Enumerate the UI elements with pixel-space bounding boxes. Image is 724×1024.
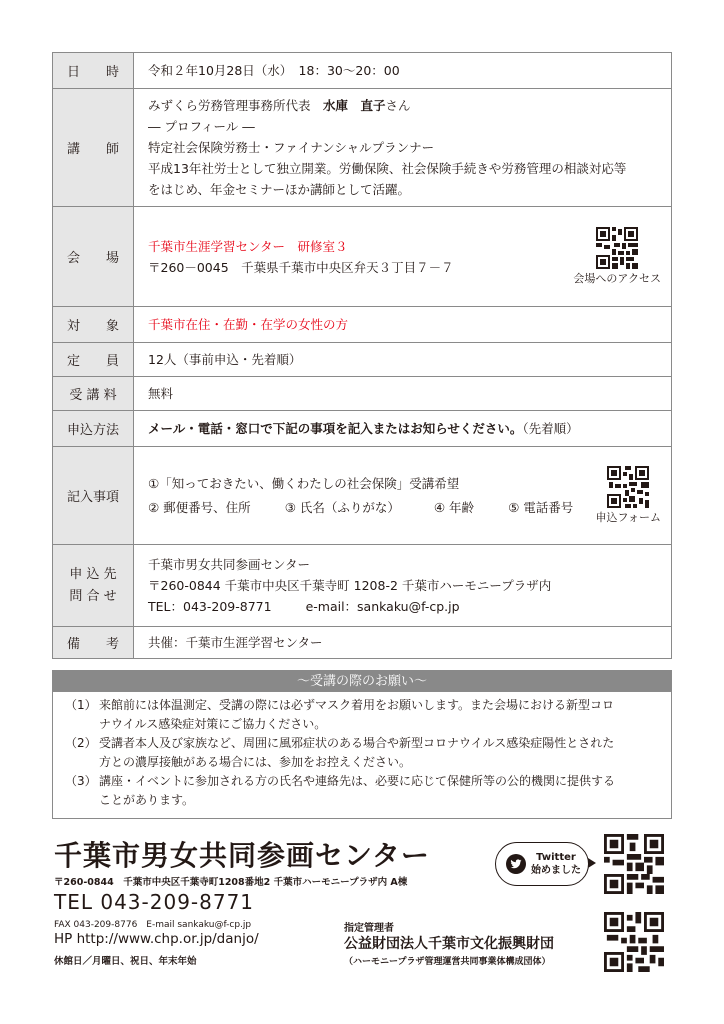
entry-item-2: ② 郵便番号、住所 <box>148 499 251 515</box>
row-contact <box>53 545 672 627</box>
note-number: （3） <box>65 774 97 788</box>
note-text: 受講者本人及び家族など、周囲に風邪症状のある場合や新型コロナウイルス感染症陽性とされた <box>99 736 615 750</box>
venue-qr-caption: 会場へのアクセス <box>573 272 661 285</box>
label-remarks: 備 考 <box>53 627 134 659</box>
apply-method-suffix: （先着順） <box>522 421 579 436</box>
label-apply-method: 申込方法 <box>53 411 134 447</box>
twitter-label: Twitter <box>536 852 576 863</box>
note-text: ナウイルス感染症対策にご協力ください。 <box>99 717 327 731</box>
label-lecturer: 講 師 <box>53 89 134 207</box>
row-lecturer <box>53 89 672 207</box>
venue-name: 千葉市生涯学習センター 研修室３ <box>148 238 348 254</box>
note-text: ことがあります。 <box>99 793 195 807</box>
twitter-bubble-tail <box>588 858 596 868</box>
value-entry-items <box>134 447 672 545</box>
designated-manager-sub: （ハーモニープラザ管理運営共同事業体構成団体） <box>344 957 551 967</box>
footer-closed-days: 休館日／月曜日、祝日、年末年始 <box>54 956 197 967</box>
label-contact <box>53 545 134 627</box>
value-date: 令和２年10月28日（水） 18：30～20：00 <box>134 53 672 89</box>
entry-item-3: ③ 氏名（ふりがな） <box>284 499 400 515</box>
value-contact <box>134 545 672 627</box>
note-number: （2） <box>65 736 97 750</box>
notes-header: ～受講の際のお願い～ <box>52 670 672 692</box>
row-date <box>53 53 672 89</box>
label-fee: 受 講 料 <box>53 377 134 411</box>
label-capacity: 定 員 <box>53 343 134 377</box>
designated-manager-label: 指定管理者 <box>344 923 394 934</box>
contact-address: 〒260-0844 千葉市中央区千葉寺町 1208-2 千葉市ハーモニープラザ内 <box>148 578 552 593</box>
note-number: （1） <box>65 698 97 712</box>
twitter-qr-icon[interactable] <box>604 834 664 894</box>
lecturer-name-line <box>148 95 661 116</box>
twitter-bird-icon <box>506 854 526 874</box>
lecturer-bio-2: をはじめ、年金セミナーほか講師として活躍。 <box>148 182 411 197</box>
footer-homepage-link[interactable]: HP http://www.chp.or.jp/danjo/ <box>54 931 259 947</box>
label-target: 対 象 <box>53 307 134 343</box>
note-item-1 <box>65 696 659 734</box>
value-apply-method <box>134 411 672 447</box>
profile-heading: ― プロフィール ― <box>148 119 255 134</box>
footer-address: 〒260-0844 千葉市中央区千葉寺町1208番地2 千葉市ハーモニープラザ内 A棟 <box>54 877 408 888</box>
value-remarks: 共催：千葉市生涯学習センター <box>134 627 672 659</box>
lecturer-affiliation: みずくら労務管理事務所代表 <box>148 98 324 113</box>
value-capacity: 12人（事前申込・先着順） <box>134 343 672 377</box>
entry-item-5: ⑤ 電話番号 <box>508 499 574 515</box>
lecturer-name: 水庫 直子 <box>323 98 386 113</box>
twitter-started-label: 始めました <box>531 865 581 876</box>
footer-fax-email: FAX 043-209-8776 E-mail sankaku@f-cp.jp <box>54 920 252 930</box>
row-entry-items <box>53 447 672 545</box>
footer-org-title: 千葉市男女共同参画センター <box>54 839 430 872</box>
label-contact-line1: 申 込 先 <box>69 566 117 582</box>
row-target <box>53 307 672 343</box>
venue-access-qr-icon[interactable] <box>596 227 638 269</box>
note-item-2 <box>65 734 659 772</box>
label-venue: 会 場 <box>53 207 134 307</box>
application-form-qr-icon[interactable] <box>607 466 649 508</box>
label-contact-line2: 問 合 せ <box>69 588 117 604</box>
value-target: 千葉市在住・在勤・在学の女性の方 <box>134 307 672 343</box>
note-item-3 <box>65 772 659 810</box>
note-text: 方との濃厚接触がある場合には、参加をお控えください。 <box>99 755 412 769</box>
contact-tel: TEL：043-209-8771 <box>148 599 272 614</box>
value-venue <box>134 207 672 307</box>
note-text: 来館前には体温測定、受講の際には必ずマスク着用をお願いします。また会場における新型コロ <box>99 698 615 712</box>
venue-address: 〒260－0045 千葉県千葉市中央区弁天３丁目７－７ <box>148 259 454 275</box>
designated-manager-name: 公益財団法人千葉市文化振興財団 <box>344 936 554 952</box>
lecturer-bio-1: 平成13年社労士として独立開業。労働保険、社会保険手続きや労務管理の相談対応等 <box>148 161 627 176</box>
lecturer-honorific: さん <box>385 98 411 113</box>
entry-item-1: ①「知っておきたい、働くわたしの社会保険」受講希望 <box>148 475 460 491</box>
contact-email[interactable]: e-mail：sankaku@f-cp.jp <box>305 599 460 614</box>
event-info-table <box>52 52 672 659</box>
contact-org: 千葉市男女共同参画センター <box>148 557 311 572</box>
label-date: 日 時 <box>53 53 134 89</box>
row-remarks <box>53 627 672 659</box>
note-text: 講座・イベントに参加される方の氏名や連絡先は、必要に応じて保健所等の公的機関に提供する <box>99 774 616 788</box>
value-lecturer <box>134 89 672 207</box>
notes-box <box>52 691 672 819</box>
lecturer-title: 特定社会保険労務士・ファイナンシャルプランナー <box>148 140 435 155</box>
twitter-bubble[interactable] <box>495 842 589 886</box>
row-apply-method <box>53 411 672 447</box>
label-entry-items: 記入事項 <box>53 447 134 545</box>
form-qr-block <box>596 466 661 525</box>
row-venue <box>53 207 672 307</box>
footer-tel[interactable]: TEL 043-209-8771 <box>54 890 255 914</box>
value-fee: 無料 <box>134 377 672 411</box>
entry-item-4: ④ 年齢 <box>433 499 475 515</box>
center-homepage-qr-icon[interactable] <box>604 912 664 972</box>
row-capacity <box>53 343 672 377</box>
form-qr-caption: 申込フォーム <box>595 511 661 524</box>
apply-method-main: メール・電話・窓口で下記の事項を記入またはお知らせください。 <box>148 421 523 436</box>
venue-qr-block <box>573 227 661 286</box>
row-fee <box>53 377 672 411</box>
